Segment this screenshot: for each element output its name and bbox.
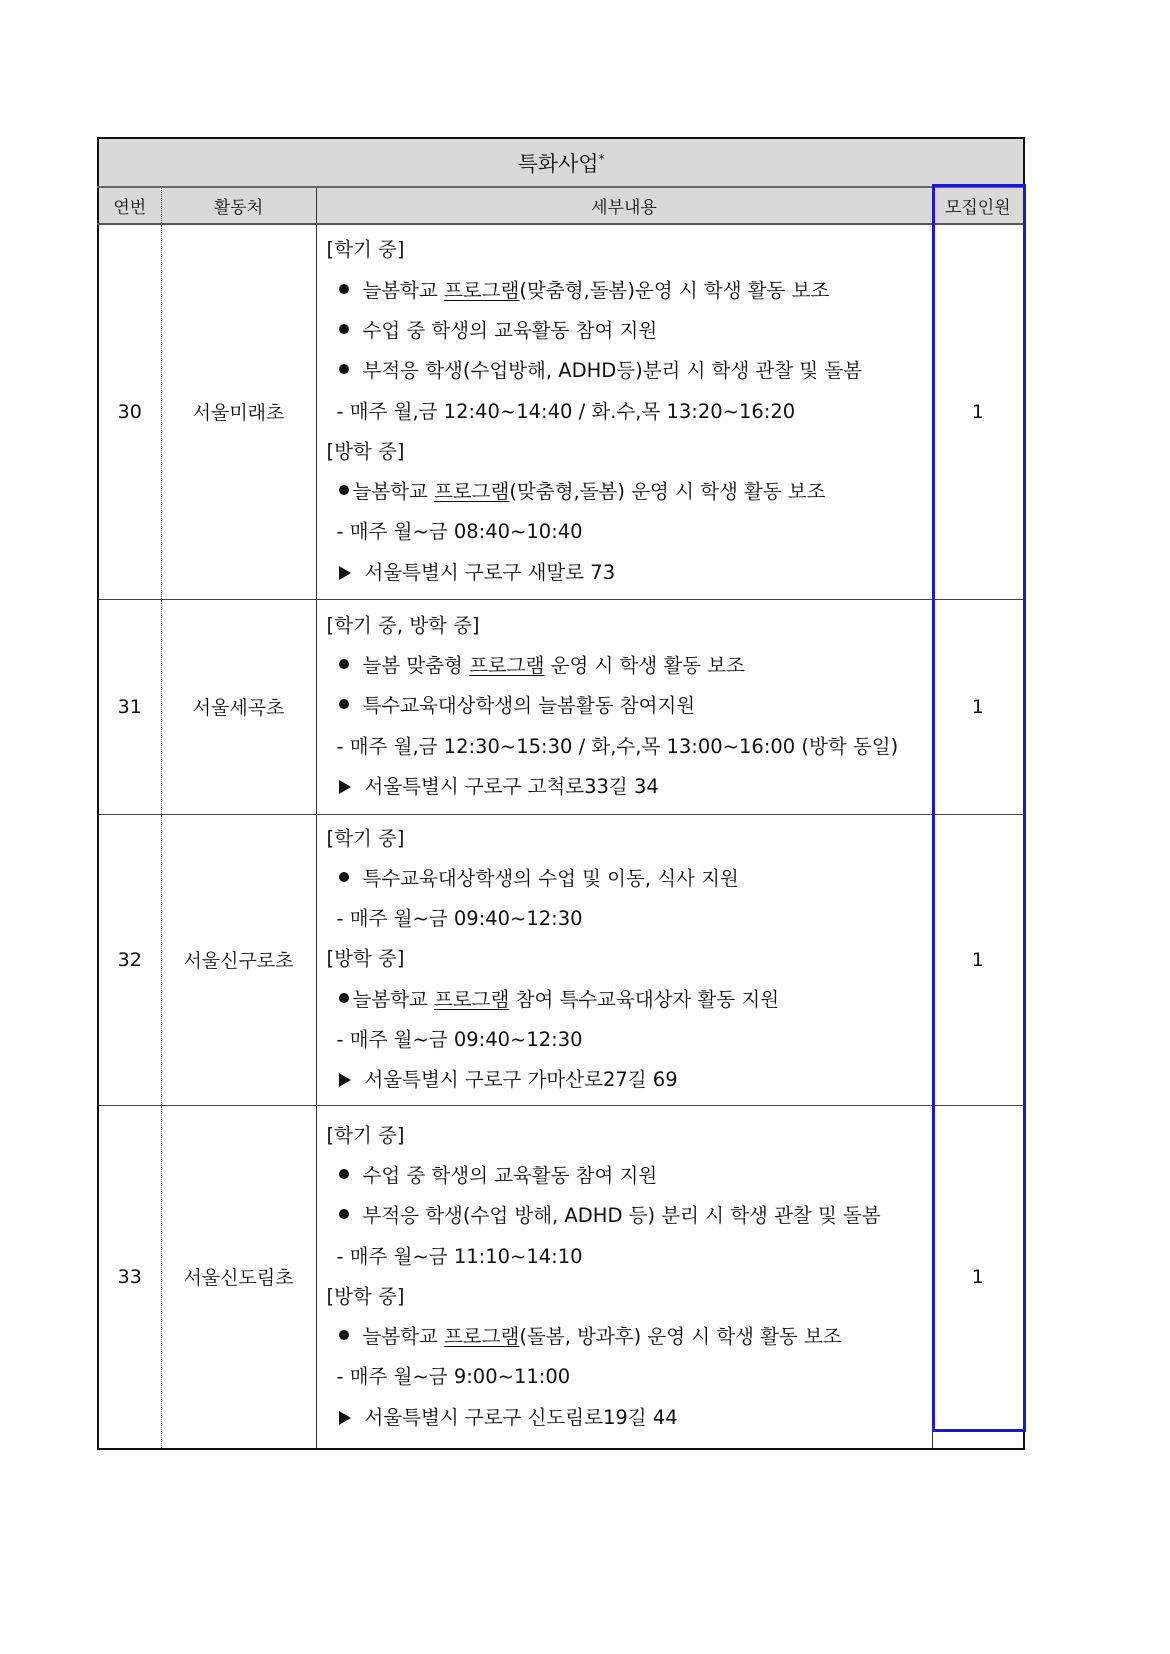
bullet-icon	[339, 485, 349, 495]
period-heading: [방학 중]	[326, 1284, 405, 1308]
bullet-icon	[339, 1169, 349, 1179]
recruit-count: 1	[932, 1105, 1024, 1449]
header-detail: 세부내용	[316, 187, 932, 224]
address-line	[327, 553, 932, 593]
bullet-icon	[339, 1330, 349, 1340]
duty-bullet	[327, 472, 932, 512]
triangle-right-icon	[339, 780, 351, 794]
duty-text-rest: (맞춤형,돌봄) 운영 시 학생 활동 보조	[509, 480, 826, 504]
schedule-line: - 매주 월,금 12:30~15:30 / 화,수,목 13:00~16:00 (방학 동일)	[336, 734, 899, 758]
bullet-icon	[339, 993, 349, 1003]
footnote-mark: *	[598, 151, 605, 166]
schedule-line: - 매주 월~금 08:40~10:40	[336, 520, 583, 544]
address-text: 서울특별시 구로구 가마산로27길 69	[364, 1068, 678, 1092]
header-count: 모집인원	[932, 187, 1024, 224]
duty-text: 늘봄학교	[352, 480, 435, 504]
duty-bullet	[327, 686, 932, 726]
address-line	[327, 767, 932, 807]
address-line	[327, 1060, 932, 1100]
address-text: 서울특별시 구로구 새말로 73	[364, 560, 616, 584]
schedule-line: - 매주 월,금 12:40~14:40 / 화.수,목 13:20~16:20	[336, 399, 796, 423]
duty-text-underlined: 프로그램	[434, 480, 510, 504]
bullet-icon	[339, 324, 349, 334]
recruit-count: 1	[932, 599, 1024, 814]
table-row	[98, 224, 1024, 599]
detail-content	[316, 1105, 932, 1449]
duty-text: 부적응 학생(수업 방해, ADHD 등) 분리 시 학생 관찰 및 돌봄	[362, 1204, 881, 1228]
duty-text-underlined: 프로그램	[444, 278, 520, 302]
row-number: 31	[98, 599, 161, 814]
bullet-icon	[339, 284, 349, 294]
specialized-program-table	[97, 137, 1025, 1450]
table-title-row	[98, 138, 1024, 187]
bullet-icon	[339, 872, 349, 882]
duty-text: 특수교육대상학생의 수업 및 이동, 식사 지원	[362, 866, 739, 890]
duty-text: 특수교육대상학생의 늘봄활동 참여지원	[362, 694, 696, 718]
address-line	[327, 1398, 932, 1438]
period-heading: [학기 중]	[326, 1123, 405, 1147]
activity-place: 서울신도림초	[161, 1105, 316, 1449]
duty-bullet	[327, 1196, 932, 1236]
detail-content	[316, 814, 932, 1105]
duty-text-rest: 운영 시 학생 활동 보조	[544, 654, 745, 678]
duty-bullet	[327, 980, 932, 1020]
period-heading: [학기 중]	[326, 826, 405, 850]
bullet-icon	[339, 659, 349, 669]
row-number: 30	[98, 224, 161, 599]
row-number: 33	[98, 1105, 161, 1449]
schedule-line: - 매주 월~금 09:40~12:30	[336, 907, 583, 931]
period-heading: [학기 중, 방학 중]	[326, 613, 480, 637]
duty-text-rest: (돌봄, 방과후) 운영 시 학생 활동 보조	[519, 1325, 842, 1349]
duty-bullet	[327, 311, 932, 351]
duty-text-rest: 참여 특수교육대상자 활동 지원	[509, 987, 780, 1011]
duty-text: 늘봄 맞춤형	[362, 654, 470, 678]
duty-text-underlined: 프로그램	[469, 654, 545, 678]
recruit-count: 1	[932, 224, 1024, 599]
period-heading: [방학 중]	[326, 439, 405, 463]
header-no: 연번	[98, 187, 161, 224]
duty-text: 늘봄학교	[362, 1325, 445, 1349]
period-heading: [학기 중]	[326, 238, 405, 262]
bullet-icon	[339, 1209, 349, 1219]
duty-text: 부적응 학생(수업방해, ADHD등)분리 시 학생 관찰 및 돌봄	[362, 359, 863, 383]
schedule-line: - 매주 월~금 11:10~14:10	[336, 1244, 583, 1268]
duty-bullet	[327, 1156, 932, 1196]
duty-bullet	[327, 271, 932, 311]
table-row	[98, 599, 1024, 814]
triangle-right-icon	[339, 566, 351, 580]
column-header-row	[98, 187, 1024, 224]
bullet-icon	[339, 699, 349, 709]
table-title-text: 특화사업	[517, 151, 599, 176]
duty-text: 수업 중 학생의 교육활동 참여 지원	[362, 1163, 658, 1187]
schedule-line: - 매주 월~금 9:00~11:00	[336, 1365, 571, 1389]
duty-text: 늘봄학교	[362, 278, 445, 302]
duty-bullet	[327, 646, 932, 686]
bullet-icon	[339, 364, 349, 374]
duty-text-rest: (맞춤형,돌봄)운영 시 학생 활동 보조	[519, 278, 830, 302]
header-place: 활동처	[161, 187, 316, 224]
triangle-right-icon	[339, 1073, 351, 1087]
duty-text: 늘봄학교	[352, 987, 435, 1011]
duty-bullet	[327, 859, 932, 899]
address-text: 서울특별시 구로구 고척로33길 34	[364, 774, 659, 798]
recruit-count: 1	[932, 814, 1024, 1105]
table-row	[98, 814, 1024, 1105]
row-number: 32	[98, 814, 161, 1105]
period-heading: [방학 중]	[326, 947, 405, 971]
duty-bullet	[327, 1317, 932, 1357]
activity-place: 서울세곡초	[161, 599, 316, 814]
duty-bullet	[327, 351, 932, 391]
activity-place: 서울신구로초	[161, 814, 316, 1105]
table-title	[98, 138, 1024, 187]
activity-place: 서울미래초	[161, 224, 316, 599]
address-text: 서울특별시 구로구 신도림로19길 44	[364, 1405, 678, 1429]
duty-text: 수업 중 학생의 교육활동 참여 지원	[362, 319, 658, 342]
triangle-right-icon	[339, 1411, 351, 1425]
table-row	[98, 1105, 1024, 1449]
detail-content	[316, 224, 932, 599]
schedule-line: - 매주 월~금 09:40~12:30	[336, 1027, 583, 1051]
duty-text-underlined: 프로그램	[444, 1325, 520, 1349]
duty-text-underlined: 프로그램	[434, 987, 510, 1011]
detail-content	[316, 599, 932, 814]
